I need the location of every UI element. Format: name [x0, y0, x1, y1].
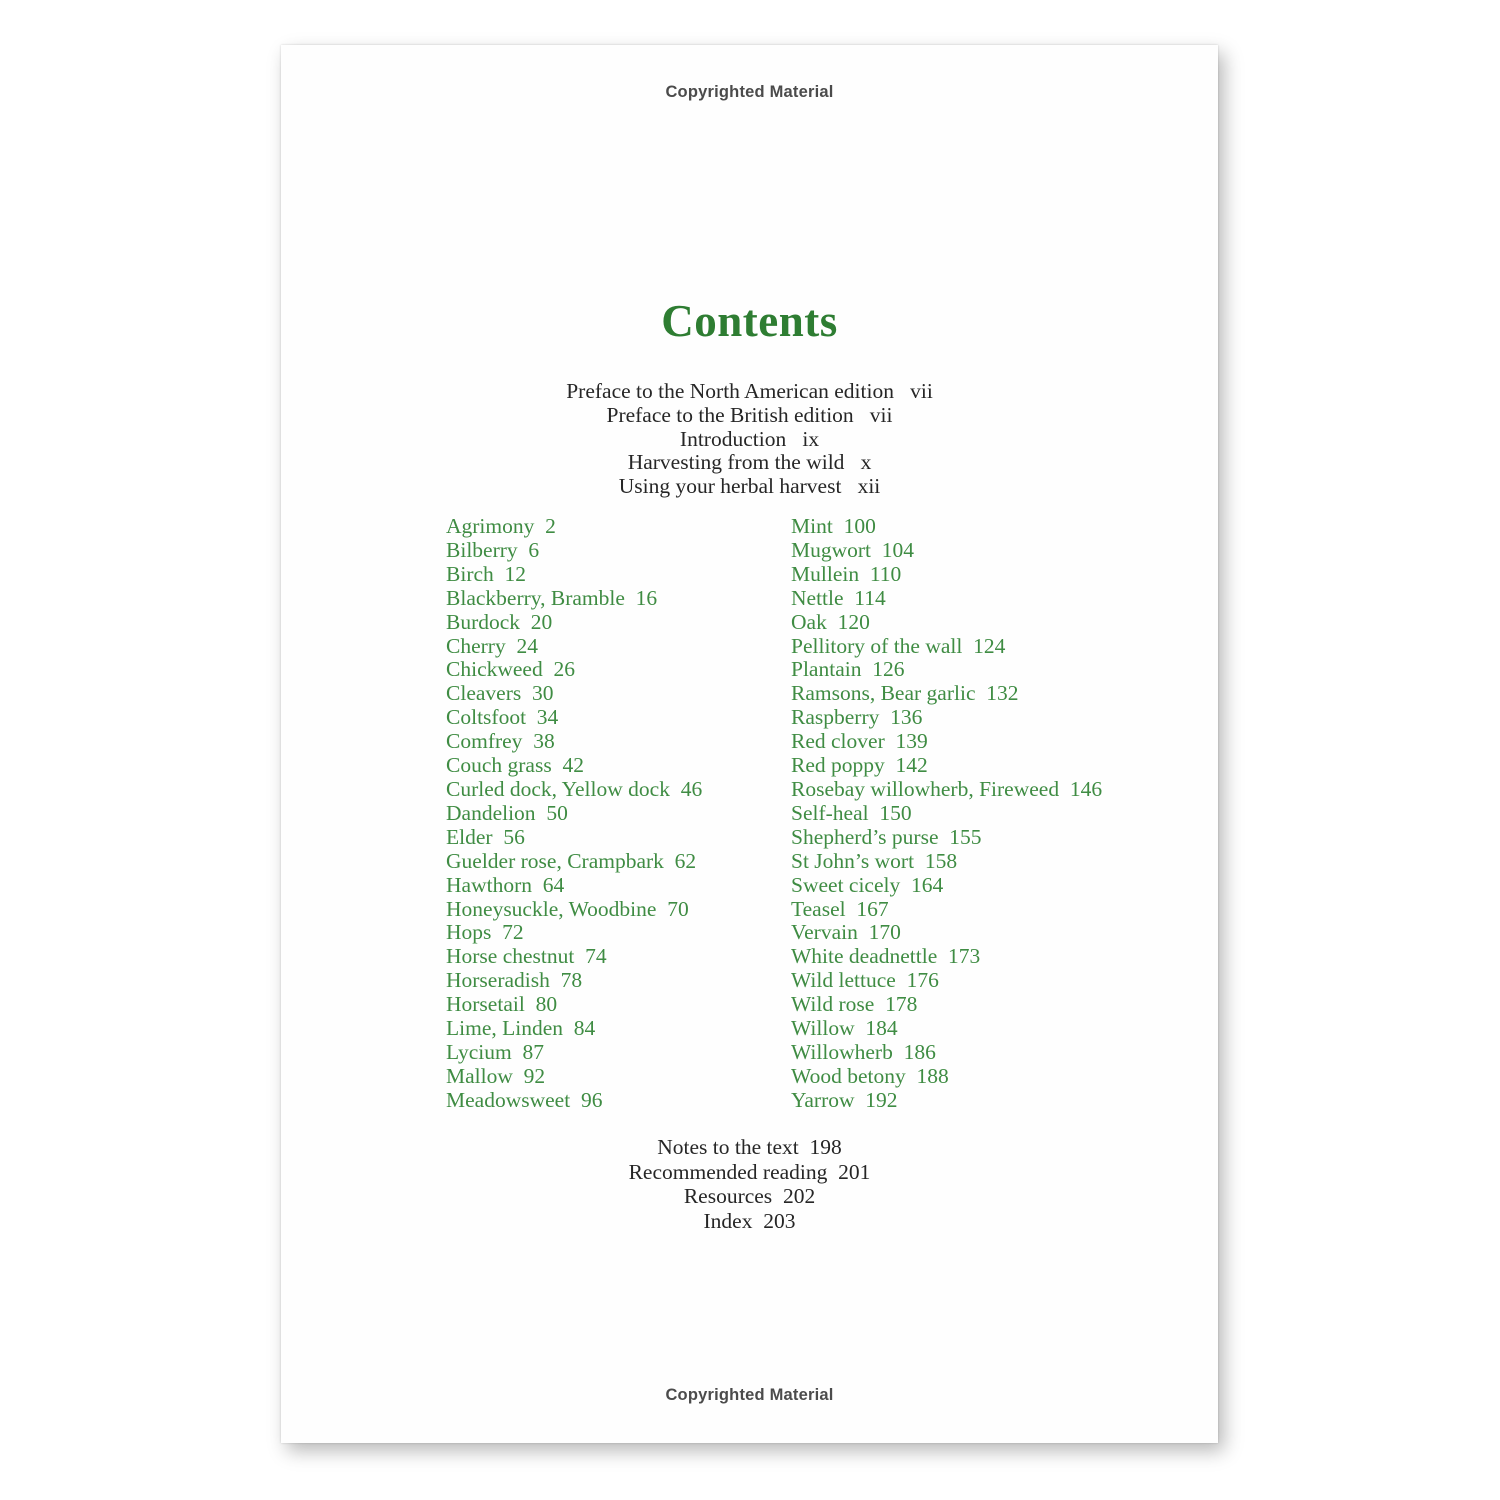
entry-page-number: 92: [523, 1063, 546, 1088]
front-matter-entry: [281, 451, 1218, 475]
entry-label: Index: [703, 1208, 753, 1233]
entry-label: Introduction: [679, 426, 787, 451]
entry-label: Yarrow: [791, 1087, 855, 1112]
entry-label: Sweet cicely: [791, 872, 901, 897]
entry-label: Birch: [446, 561, 494, 586]
entry-label: Horseradish: [446, 968, 550, 993]
front-matter-entry: [281, 380, 1218, 404]
entry-page-number: 50: [546, 800, 568, 825]
entry-label: Mugwort: [791, 537, 872, 562]
entry-page-number: 155: [949, 824, 982, 849]
entry-label: Agrimony: [446, 514, 535, 538]
chapter-entry: [791, 754, 1191, 778]
entry-page-number: 80: [535, 992, 558, 1017]
entry-page-number: 201: [838, 1159, 871, 1184]
entry-page-number: 38: [533, 729, 555, 754]
entry-page-number: 34: [536, 705, 559, 730]
entry-page-number: 12: [504, 561, 527, 586]
chapter-entry: [446, 611, 791, 635]
entry-page-number: 100: [843, 514, 876, 538]
entry-label: White deadnettle: [791, 944, 938, 969]
entry-label: Cherry: [446, 633, 506, 658]
chapter-entry: [446, 1089, 791, 1113]
chapter-entry: [446, 1065, 791, 1089]
chapter-entry: [791, 515, 1191, 539]
entry-label: Teasel: [791, 896, 846, 921]
back-matter-entry: [281, 1160, 1218, 1185]
entry-label: Chickweed: [446, 657, 543, 682]
entry-page-number: 87: [522, 1039, 544, 1064]
entry-label: Pellitory of the wall: [791, 633, 963, 658]
chapter-entry: [446, 658, 791, 682]
entry-label: Preface to the North American edition: [566, 379, 894, 403]
entry-label: Cleavers: [446, 681, 522, 706]
entry-page-number: 184: [865, 1016, 898, 1041]
entry-page-number: 173: [948, 944, 981, 969]
entry-label: Wood betony: [791, 1063, 906, 1088]
entry-label: Lycium: [446, 1039, 512, 1064]
chapter-entry: [791, 945, 1191, 969]
entry-page-number: vii: [910, 379, 933, 403]
entry-page-number: 164: [911, 872, 944, 897]
chapter-entry: [446, 874, 791, 898]
entry-page-number: 150: [879, 800, 912, 825]
chapter-entry: [446, 921, 791, 945]
entry-page-number: 78: [560, 968, 583, 993]
entry-page-number: 158: [924, 848, 958, 873]
entry-page-number: 72: [502, 920, 524, 945]
chapter-entry: [446, 969, 791, 993]
entry-label: Willowherb: [791, 1039, 893, 1064]
entry-page-number: 126: [872, 657, 905, 682]
entry-label: Blackberry, Bramble: [446, 585, 625, 610]
entry-page-number: 192: [865, 1087, 898, 1112]
chapter-entry: [791, 611, 1191, 635]
entry-label: Recommended reading: [628, 1159, 828, 1184]
chapter-entry: [446, 898, 791, 922]
entry-page-number: 46: [680, 776, 703, 801]
chapter-entry: [446, 778, 791, 802]
entry-page-number: 62: [674, 848, 697, 873]
entry-label: Horse chestnut: [446, 944, 575, 969]
chapter-entry: [446, 515, 791, 539]
chapter-entry: [446, 635, 791, 659]
chapter-entry: [791, 778, 1191, 802]
back-matter-entry: [281, 1135, 1218, 1160]
entry-label: Horsetail: [446, 992, 525, 1017]
entry-page-number: 114: [854, 585, 886, 610]
chapter-entry: [791, 563, 1191, 587]
entry-label: Meadowsweet: [446, 1087, 571, 1112]
entry-page-number: 136: [890, 705, 923, 730]
entry-page-number: 178: [885, 992, 918, 1017]
entry-page-number: 84: [573, 1016, 596, 1041]
entry-label: St John’s wort: [791, 848, 915, 873]
entry-label: Hawthorn: [446, 872, 532, 897]
entry-page-number: 110: [869, 561, 902, 586]
chapter-entry: [791, 539, 1191, 563]
entry-label: Elder: [446, 824, 493, 849]
entry-label: Hops: [446, 920, 492, 945]
entry-label: Preface to the British edition: [606, 402, 854, 427]
entry-label: Notes to the text: [657, 1135, 799, 1159]
entry-label: Wild rose: [791, 992, 875, 1017]
chapter-entry: [791, 706, 1191, 730]
entry-page-number: 2: [545, 514, 556, 538]
entry-page-number: 203: [763, 1208, 796, 1233]
chapter-entry: [446, 945, 791, 969]
entry-label: Coltsfoot: [446, 705, 527, 730]
entry-label: Rosebay willowherb, Fireweed: [791, 776, 1060, 801]
back-matter-entry: [281, 1209, 1218, 1234]
chapter-entry: [791, 1089, 1191, 1113]
chapter-entry: [446, 706, 791, 730]
chapter-entry: [446, 1017, 791, 1041]
chapter-entry: [791, 730, 1191, 754]
entry-label: Couch grass: [446, 753, 552, 778]
chapter-entry: [446, 539, 791, 563]
entry-page-number: 120: [837, 609, 870, 634]
entry-page-number: 139: [895, 729, 928, 754]
chapter-entry: [791, 1041, 1191, 1065]
book-page: [281, 45, 1218, 1443]
chapter-entry: [791, 682, 1191, 706]
chapter-columns: [281, 515, 1218, 1113]
entry-page-number: 30: [531, 681, 554, 706]
entry-label: Honeysuckle, Woodbine: [446, 896, 657, 921]
entry-label: Mint: [791, 514, 833, 538]
entry-page-number: 24: [516, 633, 538, 658]
copyright-watermark-bottom: Copyrighted Material: [665, 1386, 834, 1404]
front-matter-list: [281, 380, 1218, 499]
entry-label: Vervain: [791, 920, 858, 945]
entry-page-number: 146: [1069, 776, 1103, 801]
front-matter-entry: [281, 428, 1218, 452]
chapter-entry: [446, 563, 791, 587]
entry-page-number: 188: [916, 1063, 949, 1088]
front-matter-entry: [281, 404, 1218, 428]
entry-label: Bilberry: [446, 537, 518, 562]
entry-page-number: 6: [528, 537, 540, 562]
entry-page-number: 167: [856, 896, 889, 921]
chapter-entry: [791, 993, 1191, 1017]
entry-page-number: 56: [503, 824, 525, 849]
entry-label: Plantain: [791, 657, 862, 682]
entry-label: Ramsons, Bear garlic: [791, 681, 976, 706]
chapter-entry: [446, 802, 791, 826]
entry-page-number: 64: [542, 872, 565, 897]
entry-label: Comfrey: [446, 729, 523, 754]
entry-page-number: 74: [585, 944, 607, 969]
chapter-entry: [791, 1065, 1191, 1089]
entry-label: Self-heal: [791, 800, 869, 825]
chapter-entry: [791, 587, 1191, 611]
entry-page-number: 124: [973, 633, 1006, 658]
entry-label: Raspberry: [791, 705, 880, 730]
entry-label: Shepherd’s purse: [791, 824, 939, 849]
chapter-entry: [446, 1041, 791, 1065]
entry-label: Wild lettuce: [791, 968, 896, 993]
entry-label: Guelder rose, Crampbark: [446, 848, 664, 873]
chapter-entry: [446, 993, 791, 1017]
chapter-entry: [791, 826, 1191, 850]
chapter-entry: [446, 850, 791, 874]
chapter-entry: [791, 874, 1191, 898]
entry-label: Oak: [791, 609, 827, 634]
entry-page-number: 42: [562, 753, 584, 778]
chapter-entry: [446, 730, 791, 754]
entry-page-number: 198: [809, 1135, 842, 1159]
entry-page-number: 104: [881, 537, 915, 562]
chapter-entry: [791, 635, 1191, 659]
entry-label: Willow: [791, 1016, 855, 1041]
page-title: Contents: [661, 296, 838, 346]
entry-label: Mullein: [791, 561, 860, 586]
entry-label: Burdock: [446, 609, 521, 634]
entry-label: Red clover: [791, 729, 885, 754]
entry-page-number: 176: [906, 968, 939, 993]
entry-page-number: 142: [895, 753, 928, 778]
entry-label: Using your herbal harvest: [618, 474, 842, 499]
entry-label: Curled dock, Yellow dock: [446, 776, 670, 801]
entry-label: Harvesting from the wild: [627, 450, 845, 475]
chapter-entry: [446, 754, 791, 778]
chapter-entry: [791, 850, 1191, 874]
chapter-entry: [791, 921, 1191, 945]
entry-label: Nettle: [791, 585, 844, 610]
back-matter-entry: [281, 1184, 1218, 1209]
chapter-entry: [791, 802, 1191, 826]
chapter-entry: [791, 969, 1191, 993]
entry-page-number: 186: [903, 1039, 936, 1064]
entry-label: Red poppy: [791, 753, 885, 778]
entry-label: Mallow: [446, 1063, 513, 1088]
chapter-entry: [446, 682, 791, 706]
chapter-entry: [791, 1017, 1191, 1041]
entry-page-number: vii: [869, 402, 893, 427]
entry-page-number: xii: [857, 474, 881, 499]
entry-page-number: 202: [782, 1184, 816, 1208]
entry-page-number: 26: [553, 657, 575, 682]
front-matter-entry: [281, 475, 1218, 499]
chapter-entry: [791, 898, 1191, 922]
chapter-entry: [446, 826, 791, 850]
back-matter-list: [281, 1135, 1218, 1233]
entry-page-number: 20: [530, 609, 553, 634]
chapter-entry: [446, 587, 791, 611]
entry-page-number: 170: [868, 920, 901, 945]
chapter-column-right: [791, 515, 1191, 1113]
chapter-entry: [791, 658, 1191, 682]
entry-page-number: 70: [667, 896, 689, 921]
entry-page-number: 96: [580, 1087, 603, 1112]
entry-label: Resources: [683, 1184, 773, 1208]
entry-label: Dandelion: [446, 800, 536, 825]
copyright-watermark-top: Copyrighted Material: [665, 83, 834, 101]
entry-page-number: 16: [635, 585, 658, 610]
entry-page-number: ix: [802, 426, 820, 451]
entry-page-number: x: [860, 450, 872, 475]
chapter-column-left: [446, 515, 791, 1113]
entry-label: Lime, Linden: [446, 1016, 564, 1041]
entry-page-number: 132: [986, 681, 1019, 706]
